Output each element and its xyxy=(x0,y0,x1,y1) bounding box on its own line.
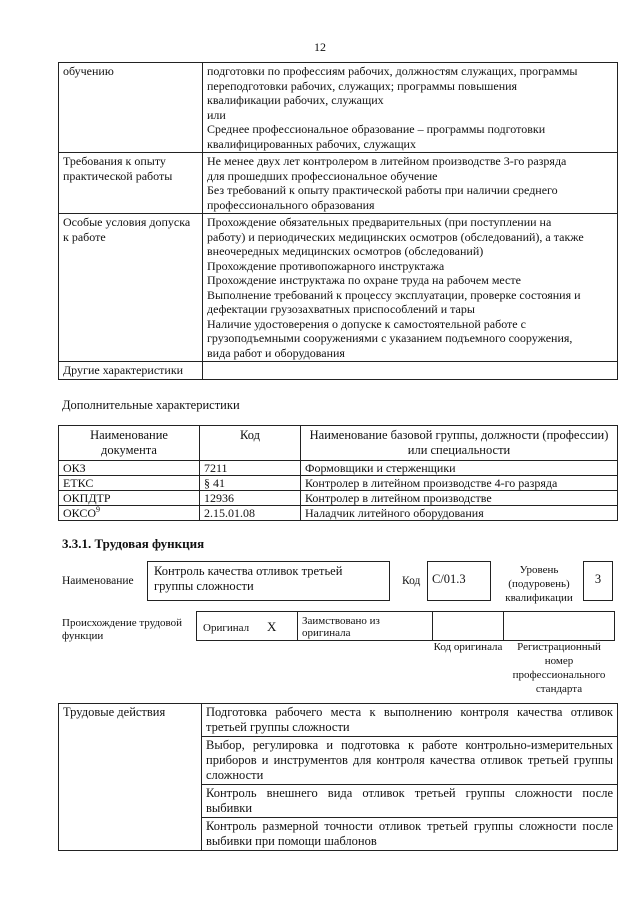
requirement-line: Прохождение противопожарного инструктажа xyxy=(207,258,445,273)
requirement-label: Особые условия допуска к работе xyxy=(59,214,203,362)
document-cell xyxy=(59,491,200,506)
requirement-line: квалификации рабочих, служащих xyxy=(207,93,384,107)
requirement-line: Не менее двух лет контролером в литейном производстве 3-го разряда xyxy=(207,154,567,168)
requirement-line: Прохождение обязательных предварительных (при поступлении на xyxy=(207,215,552,229)
group-name-cell: Контролер в литейном производстве 4-го разряда xyxy=(301,476,618,491)
additional-characteristics-title: Дополнительные характеристики xyxy=(62,398,240,412)
labor-action-item: Контроль внешнего вида отливок третьей группы сложности после выбивки xyxy=(202,785,618,818)
requirement-line: подготовки по профессиям рабочих, должностям служащих, программы xyxy=(207,64,578,78)
origin-label: Происхождение трудовой функции xyxy=(62,617,183,642)
document-cell xyxy=(59,461,200,476)
requirement-value xyxy=(203,153,618,214)
labor-actions-label: Трудовые действия xyxy=(59,704,202,851)
registration-number-cell xyxy=(503,611,615,641)
requirement-line: квалифицированных рабочих, служащих xyxy=(207,136,416,151)
original-label: Оригинал xyxy=(203,622,250,634)
document-name: ОКПДТР xyxy=(63,491,111,505)
code-label: Код xyxy=(402,575,421,587)
document-name: ОКСО xyxy=(63,506,97,520)
requirement-line: вида работ и оборудования xyxy=(207,345,345,360)
requirement-line: или xyxy=(207,107,226,122)
requirement-value xyxy=(203,63,618,153)
requirement-line xyxy=(207,363,613,378)
requirement-line: грузоподъемными сооружениями с указанием подъемного сооружения, xyxy=(207,331,573,345)
requirement-label: Требования к опыту практической работы xyxy=(59,153,203,214)
code-cell: 2.15.01.08 xyxy=(200,506,301,521)
requirements-row xyxy=(59,63,618,153)
code-cell: 7211 xyxy=(200,461,301,476)
page-number: 12 xyxy=(314,40,326,54)
code-cell: 12936 xyxy=(200,491,301,506)
labor-action-row xyxy=(59,704,618,737)
original-cell xyxy=(196,611,298,641)
document-name: ЕТКС xyxy=(63,476,94,490)
document-name: ОКЗ xyxy=(63,461,86,475)
requirement-line: дефектации грузозахватных приспособлений и тары xyxy=(207,302,475,316)
classifier-row xyxy=(59,476,618,491)
name-label: Наименование xyxy=(62,575,134,587)
additional-characteristics-table xyxy=(58,425,618,521)
footnote-marker: 9 xyxy=(96,505,101,514)
requirements-row xyxy=(59,362,618,380)
header-group-name: Наименование базовой группы, должности (профессии) или специальности xyxy=(301,426,618,461)
requirement-line: для прошедших профессиональное обучение xyxy=(207,168,438,183)
group-name-cell: Наладчик литейного оборудования xyxy=(301,506,618,521)
original-mark: X xyxy=(267,619,277,634)
level-label: Уровень (подуровень) квалификации xyxy=(505,564,573,604)
requirements-row xyxy=(59,153,618,214)
requirement-line: профессионального образования xyxy=(207,197,375,212)
function-code-box: C/01.3 xyxy=(427,561,491,601)
code-caption: Код оригинала xyxy=(433,641,503,653)
function-name-box: Контроль качества отливок третьей группы сложности xyxy=(147,561,390,601)
labor-actions-table xyxy=(58,703,618,851)
requirement-line: внеочередных медицинских осмотров (обследований) xyxy=(207,244,484,258)
level-value-box: 3 xyxy=(583,561,613,601)
requirement-label: Другие характеристики xyxy=(59,362,203,380)
labor-action-item: Подготовка рабочего места к выполнению контроля качества отливок третьей группы сложности xyxy=(202,704,618,737)
requirements-table xyxy=(58,62,618,380)
requirement-line: переподготовки рабочих, служащих; программы повышения xyxy=(207,78,518,93)
original-code-cell xyxy=(432,611,504,641)
classifier-row xyxy=(59,491,618,506)
borrowed-cell: Заимствовано из оригинала xyxy=(297,611,433,641)
code-cell: § 41 xyxy=(200,476,301,491)
labor-function-heading: 3.3.1. Трудовая функция xyxy=(62,536,205,551)
group-name-cell: Формовщики и стерженщики xyxy=(301,461,618,476)
document-cell xyxy=(59,506,200,521)
group-name-cell: Контролер в литейном производстве xyxy=(301,491,618,506)
requirement-line: Среднее профессиональное образование – программы подготовки xyxy=(207,122,546,136)
classifier-row xyxy=(59,506,618,521)
header-code: Код xyxy=(200,426,301,461)
requirement-line: работу) и периодических медицинских осмотров (обследований), а также xyxy=(207,229,584,244)
header-document: Наименование документа xyxy=(59,426,200,461)
requirement-line: Прохождение инструктажа по охране труда на рабочем месте xyxy=(207,273,521,287)
requirement-line: Выполнение требований к процессу эксплуатации, проверке состояния и xyxy=(207,287,581,302)
requirement-line: Без требований к опыту практической работы при наличии среднего xyxy=(207,183,558,197)
requirement-value xyxy=(203,362,618,380)
requirements-row xyxy=(59,214,618,362)
requirement-label: обучению xyxy=(59,63,203,153)
classifier-row xyxy=(59,461,618,476)
requirement-line: Наличие удостоверения о допуске к самостоятельной работе с xyxy=(207,316,526,331)
labor-action-item: Контроль размерной точности отливок третьей группы сложности после выбивки при помощи шаблонов xyxy=(202,818,618,851)
labor-action-item: Выбор, регулировка и подготовка к работе контрольно-измерительных приборов и инструментов для контроля качества отливок третьей группы сложности xyxy=(202,737,618,785)
document-cell xyxy=(59,476,200,491)
requirement-value xyxy=(203,214,618,362)
registration-caption: Регистрационный номер профессионального стандарта xyxy=(512,641,606,695)
